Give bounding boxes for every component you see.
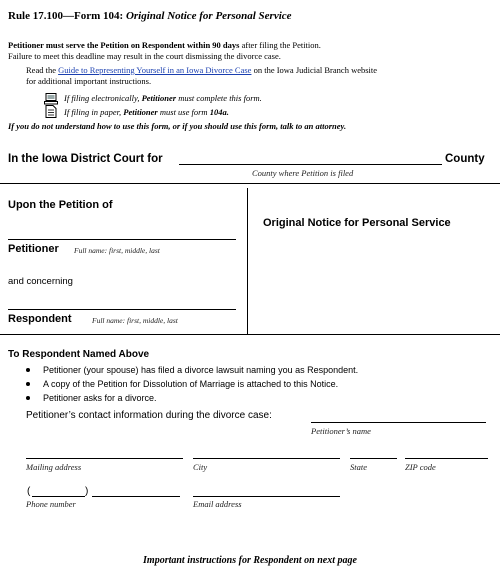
bullet-text: Petitioner (your spouse) has filed a divorce lawsuit naming you as Respondent.	[43, 365, 359, 375]
guide-link[interactable]: Guide to Representing Yourself in an Iowa Divorce Case	[58, 65, 252, 75]
bullet-item-1	[26, 365, 358, 375]
state-hint: State	[350, 462, 367, 472]
respondent-name-field[interactable]	[8, 309, 236, 310]
bullet-text: Petitioner asks for a divorce.	[43, 393, 157, 403]
intro-line-2: Failure to meet this deadline may result in the court dismissing the divorce case.	[8, 51, 281, 61]
petitioner-name-contact-field[interactable]	[311, 422, 486, 423]
mailing-address-hint: Mailing address	[26, 462, 82, 472]
form-rule: Rule 17.100—Form 104:	[8, 10, 124, 22]
paper-instruction	[64, 107, 229, 117]
city-hint: City	[193, 462, 208, 472]
read-guide-suffix: on the Iowa Judicial Branch website	[251, 65, 378, 75]
county-field[interactable]	[179, 164, 442, 165]
form-title: Original Notice for Personal Service	[125, 10, 292, 22]
caption-divider	[247, 188, 248, 334]
contact-label: Petitioner’s contact information during the divorce case:	[26, 410, 272, 421]
read-guide-line-2: for additional important instructions.	[26, 76, 152, 86]
paper-mid: must use form	[157, 107, 210, 117]
bullet-dot-icon	[26, 382, 30, 386]
electronic-instruction	[64, 93, 262, 103]
document-title: Original Notice for Personal Service	[263, 217, 451, 229]
county-label: County	[445, 153, 485, 165]
computer-icon	[44, 92, 58, 104]
zip-field[interactable]	[405, 458, 488, 459]
city-field[interactable]	[193, 458, 340, 459]
zip-hint: ZIP code	[405, 462, 436, 472]
upon-petition-label: Upon the Petition of	[8, 199, 113, 211]
respondent-hint: Full name: first, middle, last	[92, 316, 178, 325]
bullet-dot-icon	[26, 368, 30, 372]
electronic-bold: Petitioner	[141, 93, 177, 103]
form-header	[8, 10, 292, 22]
bullet-item-3	[26, 393, 157, 403]
bullet-text: A copy of the Petition for Dissolution of Marriage is attached to this Notice.	[43, 379, 339, 389]
electronic-suffix: must complete this form.	[176, 93, 262, 103]
read-guide-line	[26, 65, 377, 75]
petitioner-name-hint: Petitioner’s name	[311, 426, 371, 436]
respondent-label: Respondent	[8, 313, 72, 325]
email-hint: Email address	[193, 499, 242, 509]
phone-area-close-paren: )	[85, 486, 89, 497]
paper-bold: Petitioner	[123, 107, 158, 117]
deadline-rest: after filing the Petition.	[239, 40, 321, 50]
paper-prefix: If filing in paper,	[64, 107, 124, 117]
court-label: In the Iowa District Court for	[8, 153, 163, 165]
paper-document-icon	[45, 105, 57, 118]
petitioner-label: Petitioner	[8, 243, 59, 255]
electronic-prefix: If filing electronically,	[64, 93, 142, 103]
footer-note: Important instructions for Respondent on next page	[143, 555, 357, 566]
county-hint: County where Petition is filed	[252, 168, 354, 178]
read-guide-prefix: Read the	[26, 65, 59, 75]
phone-hint: Phone number	[26, 499, 76, 509]
petitioner-hint: Full name: first, middle, last	[74, 246, 160, 255]
attorney-notice: If you do not understand how to use this form, or if you should use this form, talk to an attorney.	[8, 121, 347, 131]
phone-area-code-field[interactable]	[32, 496, 85, 497]
concerning-label: and concerning	[8, 276, 73, 287]
intro-line-1	[8, 40, 321, 50]
bullet-dot-icon	[26, 396, 30, 400]
mailing-address-field[interactable]	[26, 458, 183, 459]
deadline-bold: Petitioner must serve the Petition on Respondent within 90 days	[8, 40, 240, 50]
paper-form-number: 104a.	[209, 107, 229, 117]
petitioner-name-field[interactable]	[8, 239, 236, 240]
respondent-section-heading: To Respondent Named Above	[8, 349, 150, 360]
phone-number-field[interactable]	[92, 496, 180, 497]
state-field[interactable]	[350, 458, 397, 459]
phone-area-open-paren: (	[27, 486, 31, 497]
email-field[interactable]	[193, 496, 340, 497]
bullet-item-2	[26, 379, 338, 389]
